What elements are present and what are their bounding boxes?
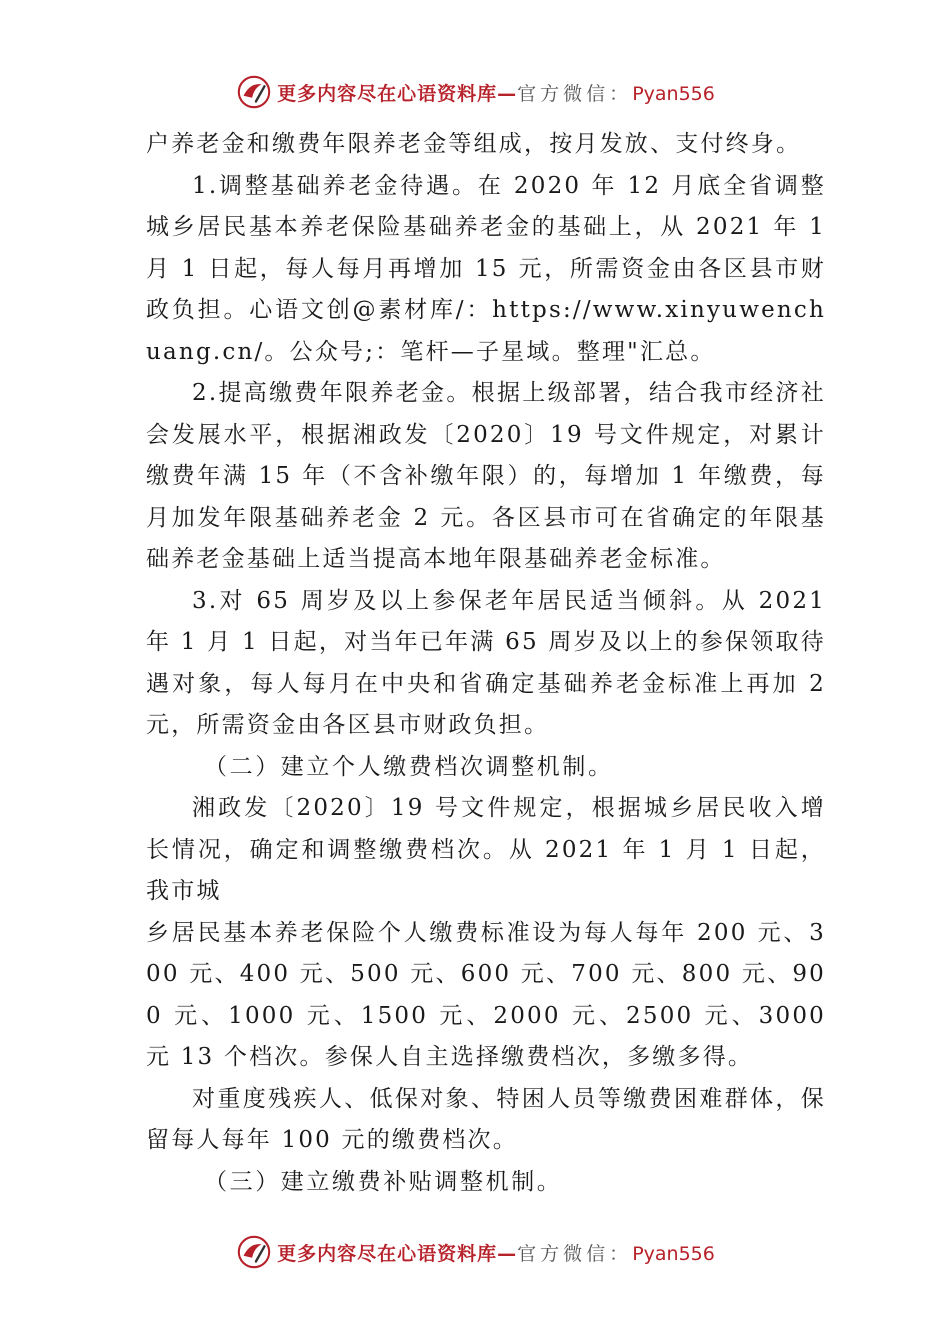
brand-logo-icon: [235, 73, 273, 111]
watermark-text: 更多内容尽在心语资料库—官方微信：Pyan556: [277, 82, 715, 105]
paragraph: 2.提高缴费年限养老金。根据上级部署，结合我市经济社会发展水平，根据湘政发〔2020〕19 号文件规定，对累计缴费年满 15 年（不含补缴年限）的，每增加 1 年缴费，每月加发年限基础养老金 2 元。各区县市可在省确定的年限基础养老金基础上适当提高本地年限基础养老金标准。: [146, 380, 826, 572]
paragraph: 湘政发〔2020〕19 号文件规定，根据城乡居民收入增长情况，确定和调整缴费档次。从 2021 年 1 月 1 日起，我市城: [146, 795, 826, 904]
watermark-text: 更多内容尽在心语资料库—官方微信：Pyan556: [277, 1242, 715, 1265]
paragraph: 对重度残疾人、低保对象、特困人员等缴费困难群体，保留每人每年 100 元的缴费档次。: [146, 1085, 826, 1153]
paragraph: 1.调整基础养老金待遇。在 2020 年 12 月底全省调整城乡居民基本养老保险基础养老金的基础上，从 2021 年 1 月 1 日起，每人每月再增加 15 元，所需资金由各区县市财政负担。心语文创@素材库/：https://www.xinyuwenchuang.cn/。公众号;：笔杆—子星域。整理"汇总。: [146, 172, 826, 365]
section-heading: （三）建立缴费补贴调整机制。: [204, 1168, 563, 1195]
watermark-banner-bottom: [0, 1232, 950, 1272]
brand-logo-icon: [235, 1233, 273, 1271]
section-heading: （二）建立个人缴费档次调整机制。: [204, 753, 614, 780]
paragraph: 户养老金和缴费年限养老金等组成，按月发放、支付终身。: [146, 131, 802, 157]
paragraph: 乡居民基本养老保险个人缴费标准设为每人每年 200 元、300 元、400 元、500 元、600 元、700 元、800 元、900 元、1000 元、1500 元、2000 元、2500 元、3000 元 13 个档次。参保人自主选择缴费档次，多缴多得。: [146, 919, 826, 1070]
watermark-banner-top: [0, 72, 950, 112]
document-body: [146, 124, 826, 1203]
paragraph: 3.对 65 周岁及以上参保老年居民适当倾斜。从 2021 年 1 月 1 日起，对当年已年满 65 周岁及以上的参保领取待遇对象，每人每月在中央和省确定基础养老金标准上再加 2 元，所需资金由各区县市财政负担。: [146, 587, 826, 738]
